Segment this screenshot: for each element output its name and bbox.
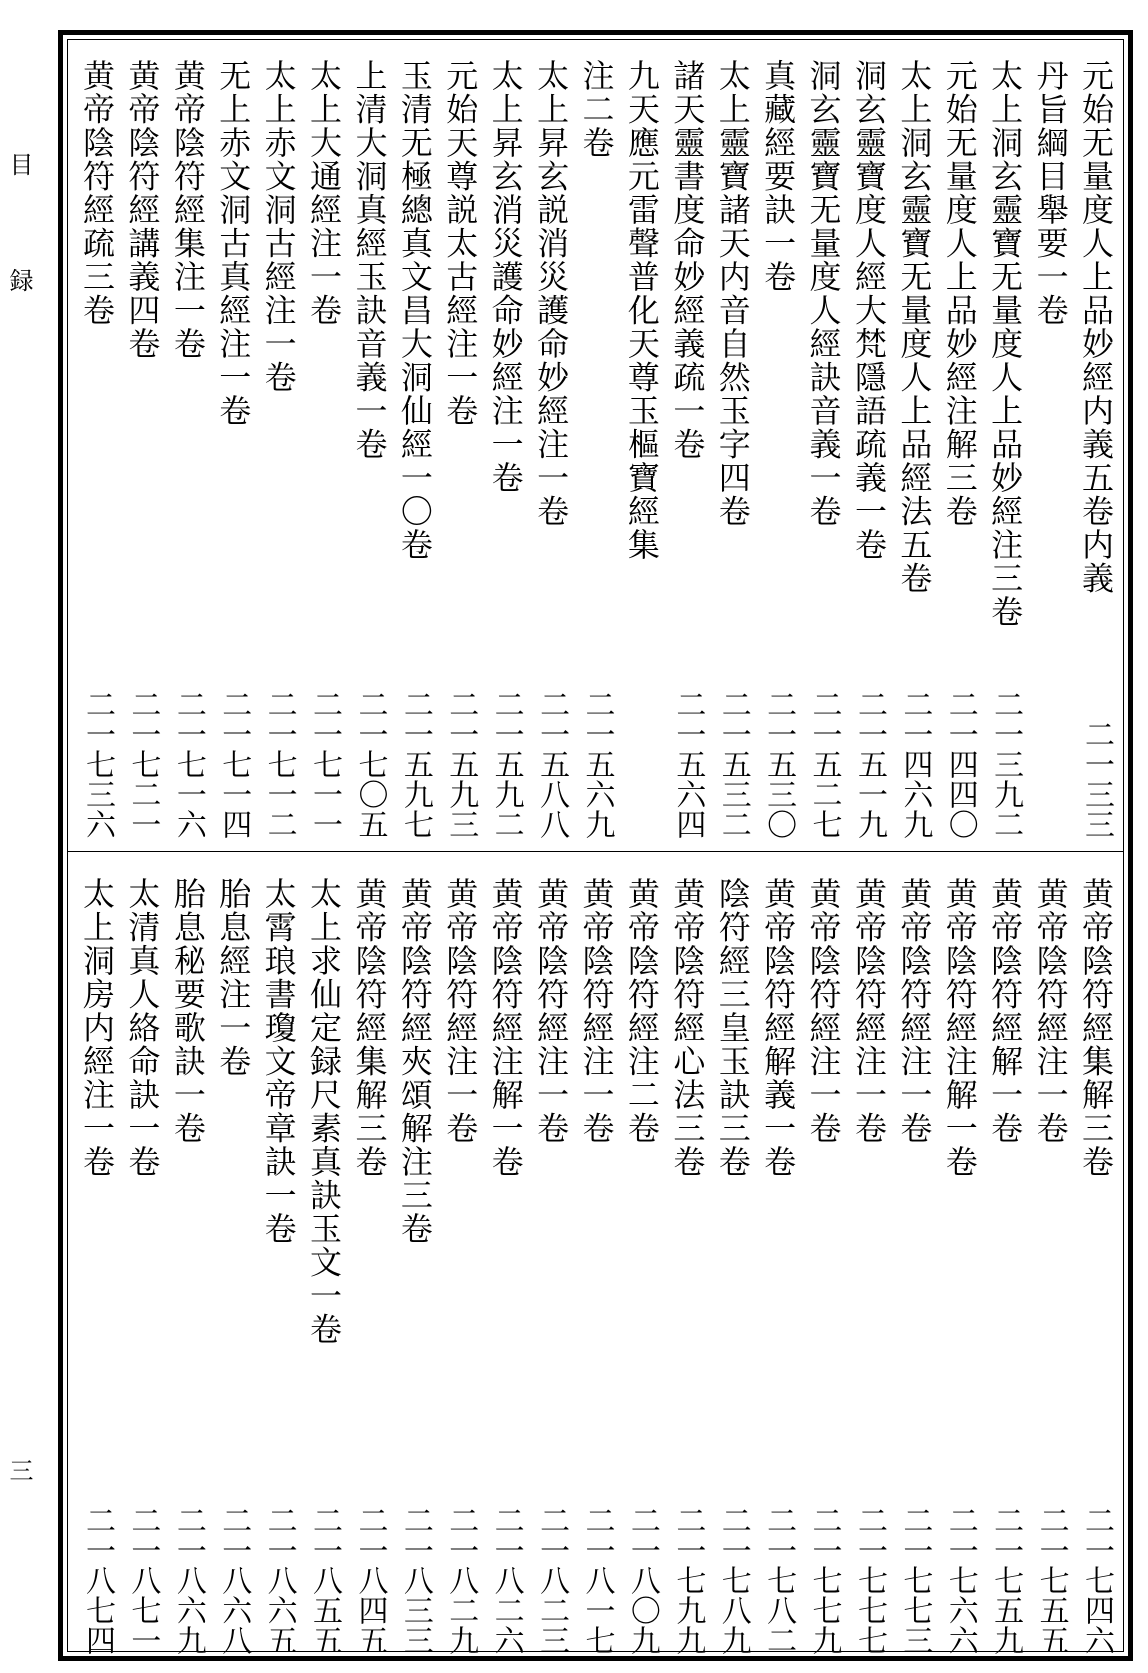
entry-page-number: 二一七五九	[988, 1505, 1024, 1655]
entry-page-number: 二一七一一	[307, 689, 343, 839]
entry-page-number: 二一七〇五	[352, 689, 388, 839]
entry-page-number: 二一七九九	[670, 1505, 706, 1655]
catalog-entry	[438, 59, 482, 839]
entry-page-number: 二一八六九	[170, 1505, 206, 1655]
entry-title: 无上赤文洞古真經注一卷	[214, 59, 253, 428]
entry-title: 黄帝陰符經注一卷	[441, 877, 480, 1145]
entry-title: 黄帝陰符經心法三卷	[668, 877, 707, 1179]
entry-title: 元始无量度人上品妙經内義五卷内義	[1077, 59, 1115, 595]
catalog-entry	[711, 59, 755, 839]
entry-page-number: 二一八二六	[488, 1505, 524, 1655]
catalog-entry	[257, 59, 301, 839]
upper-register	[75, 59, 1118, 839]
entry-title: 洞玄靈寶度人經大梵隱語疏義一卷	[849, 59, 888, 562]
side-label-bottom: 三	[5, 1458, 33, 1482]
catalog-entry	[983, 59, 1027, 839]
catalog-entry	[302, 59, 346, 839]
entry-page-number: 二一八四五	[352, 1505, 388, 1655]
entry-title: 黄帝陰符經注一卷	[577, 877, 616, 1145]
catalog-entry	[892, 59, 936, 839]
entry-page-number: 二一四六九	[897, 689, 933, 839]
entry-page-number: 二一八五五	[307, 1505, 343, 1655]
entry-title: 黄帝陰符經注一卷	[849, 877, 888, 1145]
entry-title: 太上昇玄説消災護命妙經注一卷	[532, 59, 571, 528]
entry-page-number: 二一八三三	[397, 1505, 433, 1655]
entry-page-number: 二一七六六	[942, 1505, 978, 1655]
entry-page-number: 二一五九三	[443, 689, 479, 839]
entry-title: 上清大洞真經玉訣音義一卷	[350, 59, 389, 461]
entry-page-number: 二一七四六	[1079, 1505, 1114, 1655]
entry-title: 丹旨綱目舉要一卷	[1031, 59, 1070, 327]
entry-page-number: 二一四四〇	[942, 689, 978, 839]
entry-page-number: 二一八六八	[216, 1505, 252, 1655]
entry-page-number: 二一五八八	[534, 689, 570, 839]
entry-title: 黄帝陰符經注二卷	[622, 877, 661, 1145]
catalog-entry	[847, 877, 891, 1655]
entry-title: 黄帝陰符經注一卷	[804, 877, 843, 1145]
entry-page-number: 二一七七九	[806, 1505, 842, 1655]
catalog-entry	[802, 59, 846, 839]
entry-title: 黄帝陰符經注一卷	[532, 877, 571, 1145]
catalog-entry	[575, 59, 619, 839]
catalog-entry	[1074, 59, 1118, 839]
entry-title: 玉清无極總真文昌大洞仙經一〇卷	[395, 59, 434, 562]
side-label-middle: 録	[5, 268, 33, 292]
entry-page-number: 二一五三二	[715, 689, 751, 839]
entry-page-number: 二一八〇九	[624, 1505, 660, 1655]
entry-page-number: 二一八六五	[261, 1505, 297, 1655]
entry-title: 太上昇玄消災護命妙經注一卷	[486, 59, 525, 495]
entry-title: 太上求仙定録尺素真訣玉文一卷	[305, 877, 344, 1346]
entry-title: 太清真人絡命訣一卷	[123, 877, 162, 1179]
entry-title: 黄帝陰符經注一卷	[1031, 877, 1070, 1145]
entry-page-number: 二一五六四	[670, 689, 706, 839]
entry-title: 元始天尊説太古經注一卷	[441, 59, 480, 428]
register-divider	[68, 851, 1123, 852]
catalog-entry	[756, 877, 800, 1655]
catalog-entry	[575, 877, 619, 1655]
catalog-entry	[938, 59, 982, 839]
entry-title: 太上洞玄靈寶无量度人上品妙經注三卷	[986, 59, 1025, 629]
catalog-entry	[257, 877, 301, 1655]
catalog-entry	[983, 877, 1027, 1655]
entry-title: 黄帝陰符經集解三卷	[1077, 877, 1115, 1179]
entry-page-number: 二一七五五	[1033, 1505, 1069, 1655]
catalog-entry	[75, 59, 119, 839]
catalog-entry	[166, 877, 210, 1655]
entry-page-number: 二一八一七	[579, 1505, 615, 1655]
entry-title: 黄帝陰符經解一卷	[986, 877, 1025, 1145]
catalog-entry	[438, 877, 482, 1655]
catalog-entry	[620, 59, 664, 839]
entry-page-number: 二一三九二	[988, 689, 1024, 839]
entry-title: 真藏經要訣一卷	[759, 59, 798, 294]
catalog-entry	[211, 877, 255, 1655]
catalog-entry	[484, 877, 528, 1655]
entry-page-number: 二一七二一	[125, 689, 161, 839]
entry-page-number: 二一五六九	[579, 689, 615, 839]
entry-title: 黄帝陰符經注一卷	[895, 877, 934, 1145]
catalog-entry	[665, 877, 709, 1655]
entry-title: 陰符經三皇玉訣三卷	[713, 877, 752, 1179]
entry-page-number: 二一七一二	[261, 689, 297, 839]
catalog-entry	[166, 59, 210, 839]
entry-page-number: 二一七七七	[851, 1505, 887, 1655]
entry-page-number: 二一五一九	[851, 689, 887, 839]
page-frame	[58, 30, 1133, 1661]
entry-title: 黄帝陰符經講義四卷	[123, 59, 162, 361]
entry-title: 太上洞房内經注一卷	[78, 877, 116, 1179]
catalog-entry	[756, 59, 800, 839]
entry-page-number: 二一七一四	[216, 689, 252, 839]
entry-page-number: 二一七八九	[715, 1505, 751, 1655]
catalog-entry	[120, 59, 164, 839]
catalog-entry	[347, 877, 391, 1655]
entry-page-number: 二一八七一	[125, 1505, 161, 1655]
entry-page-number: 二一七三六	[80, 689, 115, 839]
catalog-entry	[120, 877, 164, 1655]
entry-title: 黄帝陰符經疏三卷	[78, 59, 116, 327]
entry-page-number: 二一八二九	[443, 1505, 479, 1655]
catalog-entry	[665, 59, 709, 839]
catalog-entry	[711, 877, 755, 1655]
catalog-entry	[484, 59, 528, 839]
entry-page-number: 二一三三	[1079, 719, 1114, 839]
entry-title: 黄帝陰符經集解三卷	[350, 877, 389, 1179]
entry-title: 黄帝陰符經集注一卷	[168, 59, 207, 361]
catalog-entry	[302, 877, 346, 1655]
entry-page-number: 二一五三〇	[761, 689, 797, 839]
entry-page-number: 二一八七四	[80, 1505, 115, 1655]
catalog-entry	[1074, 877, 1118, 1655]
entry-title: 胎息秘要歌訣一卷	[168, 877, 207, 1145]
entry-title: 元始无量度人上品妙經注解三卷	[940, 59, 979, 528]
entry-title: 洞玄靈寶无量度人經訣音義一卷	[804, 59, 843, 528]
entry-title: 太上洞玄靈寶无量度人上品經法五卷	[895, 59, 934, 595]
side-label-top: 目	[5, 152, 33, 176]
catalog-entry	[347, 59, 391, 839]
catalog-entry	[529, 59, 573, 839]
entry-title: 諸天靈書度命妙經義疏一卷	[668, 59, 707, 461]
catalog-entry	[75, 877, 119, 1655]
catalog-entry	[393, 59, 437, 839]
entry-title: 黄帝陰符經夾頌解注三卷	[395, 877, 434, 1246]
entry-page-number: 二一八二三	[534, 1505, 570, 1655]
entry-page-number: 二一五九二	[488, 689, 524, 839]
lower-register	[75, 877, 1118, 1655]
entry-title: 黄帝陰符經注解一卷	[486, 877, 525, 1179]
entry-title: 九天應元雷聲普化天尊玉樞寶經集	[622, 59, 661, 562]
catalog-entry	[1029, 59, 1073, 839]
entry-title: 太上靈寶諸天内音自然玉字四卷	[713, 59, 752, 528]
entry-page-number: 二一七一六	[170, 689, 206, 839]
catalog-entry	[892, 877, 936, 1655]
entry-title: 黄帝陰符經注解一卷	[940, 877, 979, 1179]
catalog-entry	[393, 877, 437, 1655]
entry-page-number: 二一七七三	[897, 1505, 933, 1655]
catalog-entry	[211, 59, 255, 839]
entry-page-number: 二一七八二	[761, 1505, 797, 1655]
catalog-entry	[802, 877, 846, 1655]
entry-title: 太上大通經注一卷	[305, 59, 344, 327]
entry-title: 胎息經注一卷	[214, 877, 253, 1078]
catalog-entry	[1029, 877, 1073, 1655]
catalog-entry	[620, 877, 664, 1655]
catalog-entry	[847, 59, 891, 839]
entry-title: 黄帝陰符經解義一卷	[759, 877, 798, 1179]
entry-title: 注二卷	[577, 59, 616, 160]
catalog-entry	[529, 877, 573, 1655]
entry-title: 太上赤文洞古經注一卷	[259, 59, 298, 394]
entry-title: 太霄琅書瓊文帝章訣一卷	[259, 877, 298, 1246]
entry-page-number: 二一五九七	[397, 689, 433, 839]
entry-page-number: 二一五二七	[806, 689, 842, 839]
catalog-entry	[938, 877, 982, 1655]
